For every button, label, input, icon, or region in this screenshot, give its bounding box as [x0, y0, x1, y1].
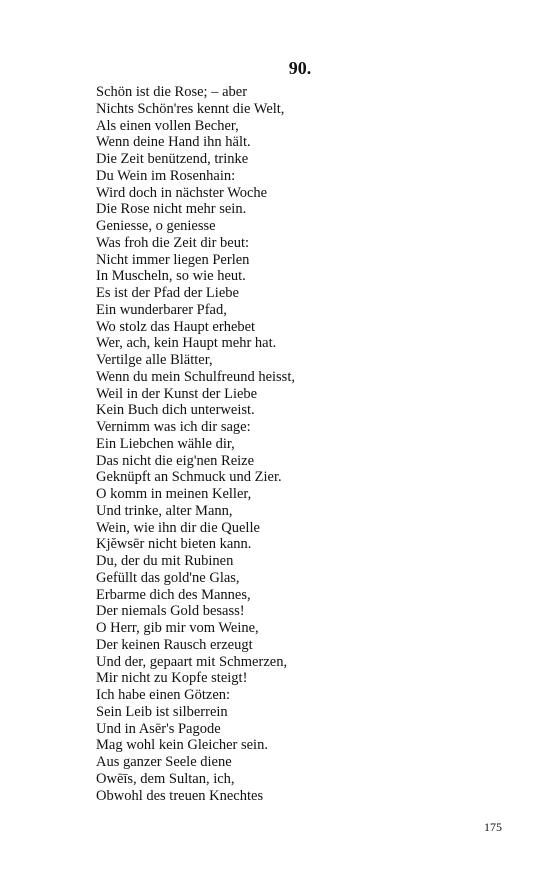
- poem-line: Wein, wie ihn dir die Quelle: [96, 519, 260, 536]
- poem-line: Weil in der Kunst der Liebe: [96, 385, 258, 402]
- poem-line: Als einen vollen Becher,: [96, 117, 239, 134]
- poem-line: Du Wein im Rosenhain:: [96, 167, 236, 184]
- poem-line: Ein wunderbarer Pfad,: [96, 301, 227, 318]
- poem-line: Das nicht die eig'nen Reize: [96, 452, 255, 469]
- poem-line: Kein Buch dich unterweist.: [96, 402, 255, 419]
- poem-line: Wenn deine Hand ihn hält.: [96, 134, 251, 151]
- poem-line: Erbarme dich des Mannes,: [96, 586, 251, 603]
- poem-line: Wer, ach, kein Haupt mehr hat.: [96, 335, 277, 352]
- poem-line: Schön ist die Rose; – aber: [96, 84, 248, 100]
- poem-line: Die Rose nicht mehr sein.: [96, 201, 247, 218]
- poem-line: In Muscheln, so wie heut.: [96, 268, 246, 285]
- poem-line: Mir nicht zu Kopfe steigt!: [96, 670, 248, 687]
- poem-line: Sein Leib ist silberrein: [96, 703, 228, 720]
- page-number: 175: [484, 820, 502, 834]
- poem-line: Vernimm was ich dir sage:: [96, 419, 251, 435]
- poem-line: Aus ganzer Seele diene: [96, 754, 232, 770]
- poem-line: Der keinen Rausch erzeugt: [96, 636, 253, 653]
- poem-line: Und in Asēr's Pagode: [96, 720, 221, 737]
- poem-line: O Herr, gib mir vom Weine,: [96, 620, 259, 636]
- poem-line: Nicht immer liegen Perlen: [96, 251, 250, 268]
- poem-line: Nichts Schön'res kennt die Welt,: [96, 100, 285, 117]
- poem-line: Was froh die Zeit dir beut:: [96, 234, 250, 251]
- poem-line: Wird doch in nächster Woche: [96, 184, 268, 201]
- poem-line: Es ist der Pfad der Liebe: [96, 285, 239, 301]
- poem-line: Geniesse, o geniesse: [96, 218, 216, 234]
- poem-line: Geknüpft an Schmuck und Zier.: [96, 469, 282, 486]
- poem-line: Wo stolz das Haupt erhebet: [96, 318, 256, 335]
- poem-line: Der niemals Gold besass!: [96, 603, 245, 620]
- poem-line: Kjĕwsēr nicht bieten kann.: [96, 536, 252, 553]
- poem-line: Obwohl des treuen Knechtes: [96, 787, 264, 804]
- poem-line: Mag wohl kein Gleicher sein.: [96, 737, 268, 754]
- poem-line: Ein Liebchen wähle dir,: [96, 435, 235, 452]
- poem-number-heading: 90.: [288, 58, 312, 78]
- poem-line: Ich habe einen Götzen:: [96, 687, 231, 703]
- poem-body: [96, 84, 295, 804]
- poem-line: Owēīs, dem Sultan, ich,: [96, 770, 235, 787]
- poem-line: Und trinke, alter Mann,: [96, 502, 233, 519]
- poem-line: Vertilge alle Blätter,: [96, 352, 213, 368]
- poem-line: Wenn du mein Schulfreund heisst,: [96, 368, 295, 385]
- poem-line: Du, der du mit Rubinen: [96, 553, 234, 569]
- poem-line: Die Zeit benützend, trinke: [96, 151, 249, 167]
- poem-line: Gefüllt das gold'ne Glas,: [96, 569, 240, 586]
- poem-line: O komm in meinen Keller,: [96, 486, 252, 502]
- poem-line: Und der, gepaart mit Schmerzen,: [96, 653, 288, 670]
